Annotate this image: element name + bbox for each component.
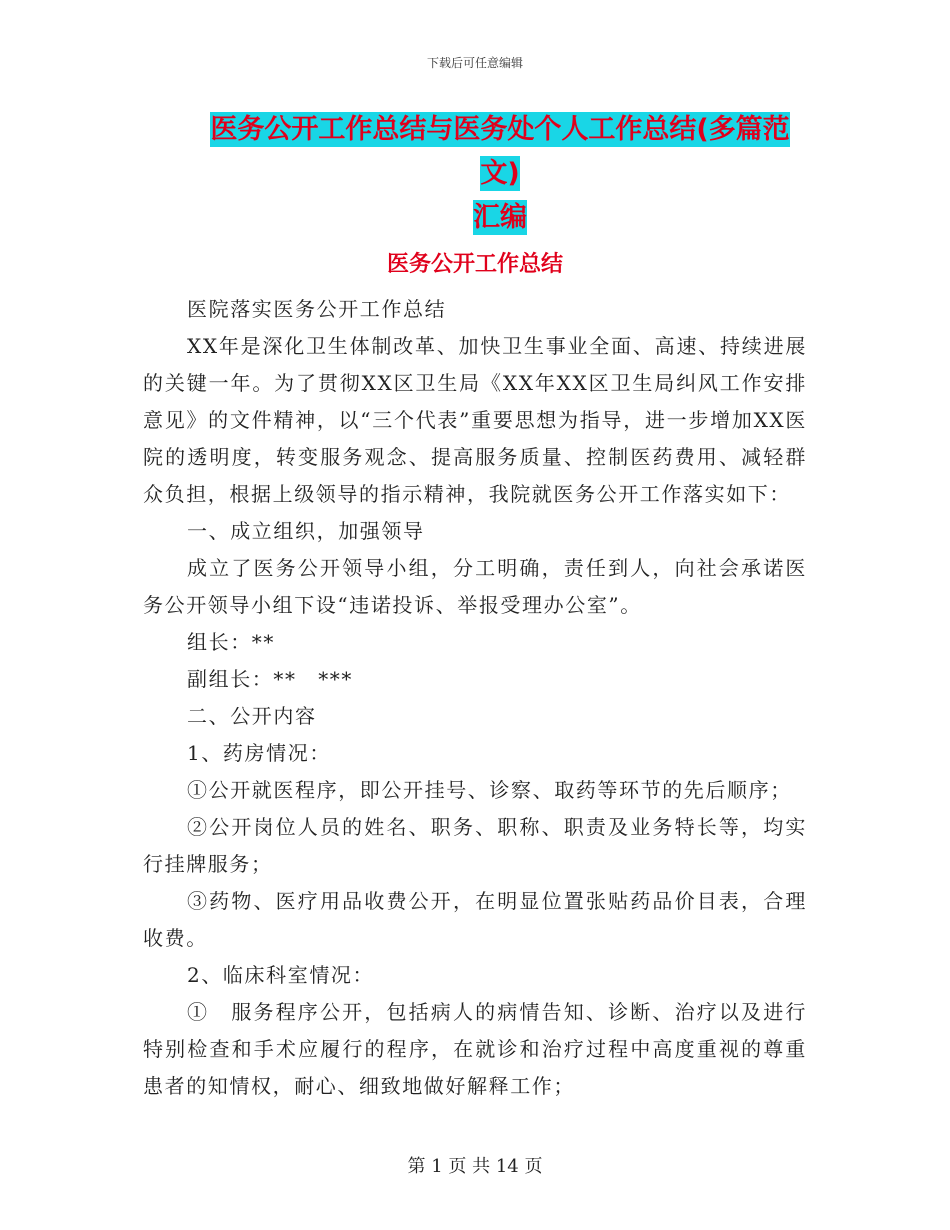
page-footer: 第 1 页 共 14 页 [407, 1156, 543, 1177]
section-title: 医务公开工作总结 [386, 252, 563, 277]
paragraph: ① 服务程序公开，包括病人的病情告知、诊断、治疗以及进行特别检查和手术应履行的程序，在就诊和治疗过程中高度重视的尊重患者的知情权，耐心、细致地做好解释工作； [143, 1000, 807, 1098]
paragraph: 成立了医务公开领导小组，分工明确，责任到人，向社会承诺医务公开领导小组下设“违诺投诉、举报受理办公室”。 [143, 556, 807, 617]
document-title-line-1: 医务公开工作总结与医务处个人工作总结(多篇范文) [210, 114, 790, 189]
document-title-line-2: 汇编 [473, 202, 527, 233]
paragraph: ②公开岗位人员的姓名、职务、职称、职责及业务特长等，均实行挂牌服务； [143, 815, 807, 876]
document-title [195, 108, 805, 240]
paragraph: 医院落实医务公开工作总结 [187, 297, 447, 321]
paragraph: 一、成立组织，加强领导 [187, 519, 425, 543]
paragraph: ①公开就医程序，即公开挂号、诊察、取药等环节的先后顺序； [187, 778, 792, 802]
header-note: 下载后可任意编辑 [426, 56, 523, 70]
paragraph: 2、临床科室情况： [187, 963, 375, 987]
paragraph: 1、药房情况： [187, 741, 331, 765]
paragraph: 二、公开内容 [187, 704, 317, 728]
document-body [143, 291, 807, 1105]
paragraph: 副组长：** *** [187, 667, 353, 691]
paragraph: ③药物、医疗用品收费公开，在明显位置张贴药品价目表，合理收费。 [143, 889, 807, 950]
paragraph: XX年是深化卫生体制改革、加快卫生事业全面、高速、持续进展的关键一年。为了贯彻XX区卫生局《XX年XX区卫生局纠风工作安排意见》的文件精神，以“三个代表”重要思想为指导，进一步增加XX医院的透明度，转变服务观念、提高服务质量、控制医药费用、减轻群众负担，根据上级领导的指示精神，我院就医务公开工作落实如下： [143, 334, 808, 506]
paragraph: 组长：** [187, 630, 275, 654]
